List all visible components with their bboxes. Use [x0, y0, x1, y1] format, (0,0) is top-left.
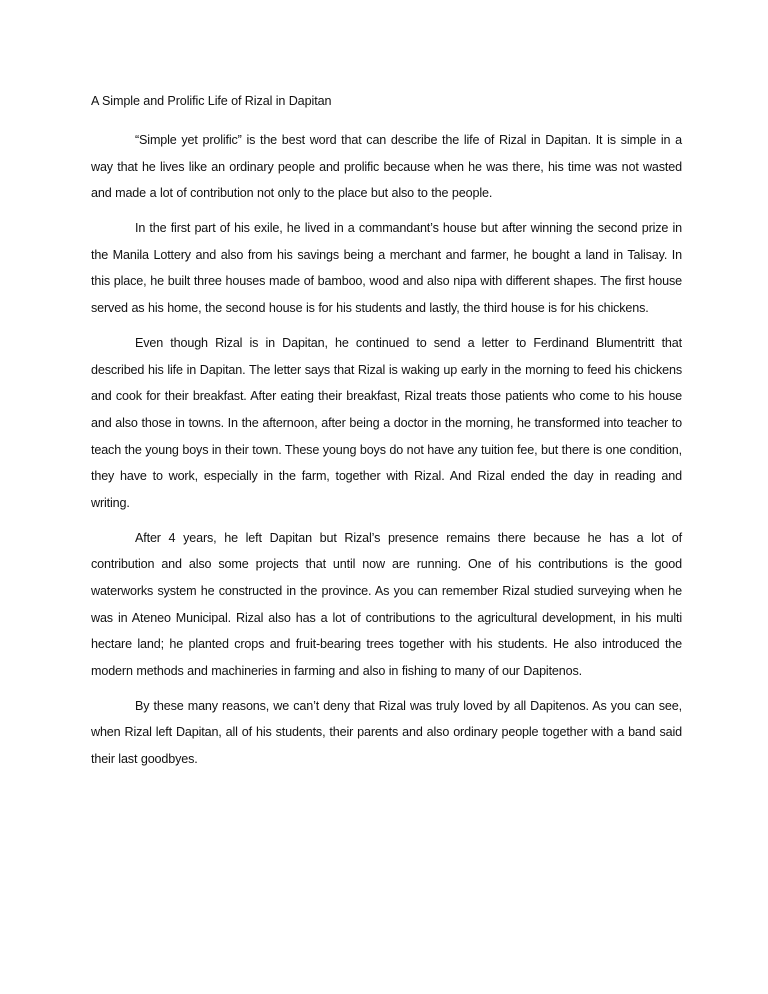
paragraph-2: In the first part of his exile, he lived in a commandant’s house but after winning the second prize in the Manila Lottery and also from his savings being a merchant and farmer, he bought a land in Talisay. In this place, he built three houses made of bamboo, wood and also nipa with different shapes. The first house served as his home, the second house is for his students and lastly, the third house is for his chickens.	[91, 221, 682, 316]
paragraph-5: By these many reasons, we can’t deny that Rizal was truly loved by all Dapitenos. As you can see, when Rizal left Dapitan, all of his students, their parents and also ordinary people together with a band said their last goodbyes.	[91, 698, 682, 767]
document-title: A Simple and Prolific Life of Rizal in Dapitan	[91, 94, 332, 108]
paragraph-1: “Simple yet prolific” is the best word that can describe the life of Rizal in Dapitan. It is simple in a way that he lives like an ordinary people and prolific because when he was there, his time was not wasted and made a lot of contribution not only to the place but also to the people.	[91, 133, 682, 201]
paragraph-3: Even though Rizal is in Dapitan, he continued to send a letter to Ferdinand Blumentritt that described his life in Dapitan. The letter says that Rizal is waking up early in the morning to feed his chickens and cook for their breakfast. After eating their breakfast, Rizal treats those patients who come to his house and also those in towns. In the afternoon, after being a doctor in the morning, he transformed into teacher to teach the young boys in their town. These young boys do not have any tuition fee, but there is one condition, they have to work, especially in the farm, together with Rizal. And Rizal ended the day in reading and writing.	[91, 336, 682, 510]
paragraph-4: After 4 years, he left Dapitan but Rizal’s presence remains there because he has a lot of contribution and also some projects that until now are running. One of his contributions is the good waterworks system he constructed in the province. As you can remember Rizal studied surveying when he was in Ateneo Municipal. Rizal also has a lot of contributions to the agricultural development, in his multi hectare land; he planted crops and fruit-bearing trees together with his students. He also introduced the modern methods and machineries in farming and also in fishing to many of our Dapitenos.	[91, 530, 682, 678]
